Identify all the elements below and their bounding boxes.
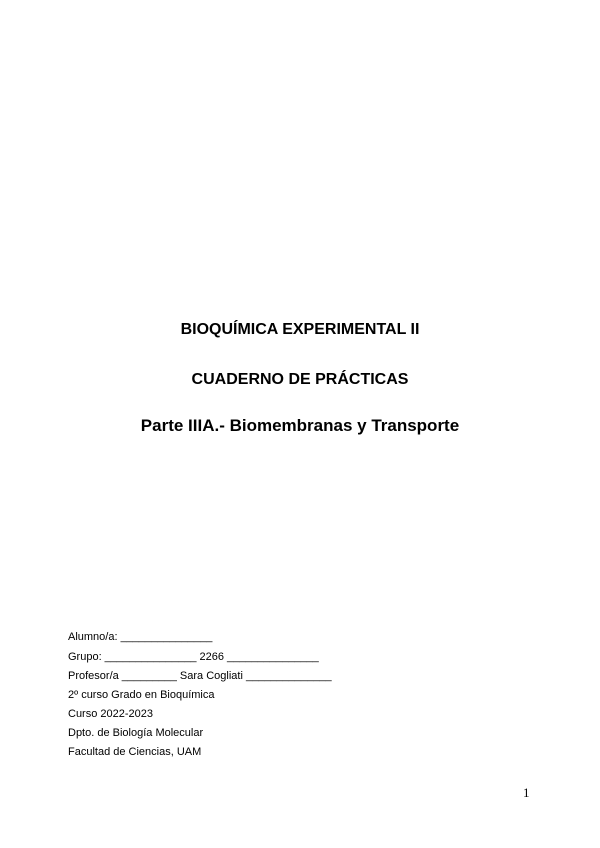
professor-line: Profesor/a _________ Sara Cogliati ______________ xyxy=(68,670,332,682)
faculty-line: Facultad de Ciencias, UAM xyxy=(68,746,202,758)
group-line: Grupo: _______________ 2266 _______________ xyxy=(68,651,319,663)
document-subtitle: CUADERNO DE PRÁCTICAS xyxy=(191,371,409,388)
student-line: Alumno/a: _______________ xyxy=(68,631,213,643)
department-line: Dpto. de Biología Molecular xyxy=(68,727,204,739)
page-number: 1 xyxy=(523,785,530,800)
academic-year-line: Curso 2022-2023 xyxy=(68,708,154,720)
document-part-title: Parte IIIA.- Biomembranas y Transporte xyxy=(140,416,460,435)
document-title: BIOQUÍMICA EXPERIMENTAL II xyxy=(180,321,420,338)
degree-line: 2º curso Grado en Bioquímica xyxy=(68,689,215,701)
